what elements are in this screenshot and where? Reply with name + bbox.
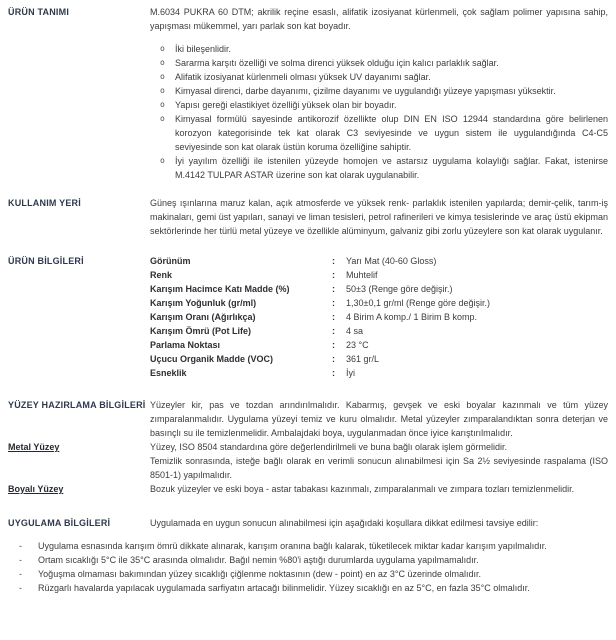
list-item bbox=[150, 42, 608, 56]
section-application-info bbox=[8, 516, 608, 595]
surface-prep-content bbox=[150, 398, 608, 440]
list-item-text: İki bileşenlidir. bbox=[175, 44, 232, 54]
table-row bbox=[150, 310, 608, 324]
section-heading-uygulama: UYGULAMA BİLGİLERİ bbox=[8, 518, 111, 528]
application-condition-list bbox=[8, 539, 608, 595]
metal-surface-content bbox=[150, 440, 608, 482]
property-name: Karışım Hacimce Katı Madde (%) bbox=[150, 284, 290, 294]
circle-bullet-icon: o bbox=[160, 58, 165, 67]
list-item-text: Kimyasal formülü sayesinde antikorozif özellikte olup DIN EN ISO 12944 standardına göre belirlenen korozyon kategorisinde tek kat olarak C3 seviyesinde ve uygun sistem ile uygulandığında C4-C5 seviyesinde son kat olarak üstün koruma özelliğine sahiptir. bbox=[175, 114, 608, 152]
property-name: Karışım Ömrü (Pot Life) bbox=[150, 326, 252, 336]
list-item-text: İyi yayılım özelliği ile istenilen yüzeyde homojen ve astarsız uygulama kolaylığı sağlar. Fakat, istenirse M.4142 TULPAR ASTAR üzerine son kat olarak uygulanabilir. bbox=[175, 156, 608, 180]
dash-bullet-icon: - bbox=[19, 569, 22, 579]
list-item bbox=[150, 98, 608, 112]
property-value: 23 °C bbox=[346, 340, 369, 350]
section-label-column bbox=[8, 5, 150, 19]
list-item bbox=[150, 56, 608, 70]
section-label-column bbox=[8, 440, 150, 454]
product-description-intro: M.6034 PUKRA 60 DTM; akrilik reçine esaslı, alifatik izosiyanat kürlenmeli, çok sağlam polimer yapısına sahip, yapışması mükemmel, yarı parlak son kat boyadır. bbox=[150, 7, 608, 31]
painted-surface-row bbox=[8, 482, 608, 496]
colon-separator: : bbox=[332, 340, 335, 350]
circle-bullet-icon: o bbox=[160, 86, 165, 95]
section-heading-kullanim-yeri: KULLANIM YERİ bbox=[8, 198, 81, 208]
dash-bullet-icon: - bbox=[19, 541, 22, 551]
property-name: Esneklik bbox=[150, 368, 187, 378]
list-item-text: Uygulama esnasında karışım ömrü dikkate alınarak, karışım oranına bağlı kalarak, tüketilecek miktar kadar karışım yapılmalıdır. bbox=[38, 541, 547, 551]
table-row bbox=[150, 338, 608, 352]
section-product-info bbox=[8, 254, 608, 380]
list-item bbox=[8, 553, 608, 567]
list-item-text: Rüzgarlı havalarda yapılacak uygulamada sarfiyatın artacağı bilinmelidir. Yüzey sıcaklığı en az 5°C, en fazla 35°C olmalıdır. bbox=[38, 583, 530, 593]
circle-bullet-icon: o bbox=[160, 156, 165, 165]
property-value: 361 gr/L bbox=[346, 354, 380, 364]
list-item-text: Sararma karşıtı özelliği ve solma direnci yüksek olduğu için kalıcı parlaklık sağlar. bbox=[175, 58, 499, 68]
product-feature-list bbox=[150, 42, 608, 182]
list-item bbox=[8, 539, 608, 553]
list-item bbox=[8, 567, 608, 581]
list-item-text: Yoğuşma olmaması bakımından yüzey sıcaklığı çiğlenme noktasının (dew - point) en az 3°C üzerinde olmalıdır. bbox=[38, 569, 481, 579]
section-heading-urun-tanimi: ÜRÜN TANIMI bbox=[8, 7, 70, 17]
section-label-column bbox=[8, 482, 150, 496]
property-name: Uçucu Organik Madde (VOC) bbox=[150, 354, 274, 364]
list-item-text: Ortam sıcaklığı 5°C ile 35°C arasında olmalıdır. Bağıl nemin %80'i aştığı durumlarda uygulama yapılmamalıdır. bbox=[38, 555, 479, 565]
list-item-text: Kimyasal direnci, darbe dayanımı, çizilme dayanımı ve uygulandığı yüzeye yapışması yüksektir. bbox=[175, 86, 556, 96]
table-row bbox=[150, 352, 608, 366]
property-value: 50±3 (Renge göre değişir.) bbox=[346, 284, 453, 294]
section-surface-preparation bbox=[8, 398, 608, 496]
list-item bbox=[150, 112, 608, 154]
circle-bullet-icon: o bbox=[160, 114, 165, 123]
dash-bullet-icon: - bbox=[19, 555, 22, 565]
table-row bbox=[150, 366, 608, 380]
painted-surface-paragraph: Bozuk yüzeyler ve eski boya - astar tabakası kazınmalı, zımparalanmalı ve zımpara tozları temizlenmelidir. bbox=[150, 484, 575, 494]
colon-separator: : bbox=[332, 270, 335, 280]
property-value: 1,30±0,1 gr/ml (Renge göre değişir.) bbox=[346, 298, 491, 308]
property-value: 4 sa bbox=[346, 326, 364, 336]
property-name: Renk bbox=[150, 270, 173, 280]
product-description-content bbox=[150, 5, 608, 182]
product-info-table bbox=[150, 254, 608, 380]
application-content bbox=[150, 516, 608, 530]
usage-area-paragraph: Güneş ışınlarına maruz kalan, açık atmosferde ve yüksek renk- parlaklık istenilen yapılarda; demir-çelik, tarım-iş makinaları, gemi üst yapıları, sanayi ve liman tesisleri, petrol rafinerileri ve kimya tesislerinde ve araç üstü ekipman sektörlerinde her türlü metal yüzeye ve özellikle alüminyum, galvaniz gibi zorlu yüzeylere son kat olarak uygulanır. bbox=[150, 198, 608, 236]
list-item bbox=[150, 154, 608, 182]
colon-separator: : bbox=[332, 326, 335, 336]
metal-surface-paragraph-2: Temizlik sonrasında, isteğe bağlı olarak en verimli sonucun alınabilmesi için Sa 2½ seviyesinde raspalama (ISO 8501-1) yapılmalıdır. bbox=[150, 456, 608, 480]
colon-separator: : bbox=[332, 284, 335, 294]
section-usage-area bbox=[8, 196, 608, 238]
surface-prep-intro: Yüzeyler kir, pas ve tozdan arındırılmalıdır. Kabarmış, gevşek ve eski boyalar kazınmalı ve tüm yüzey zımparalanmalıdır. Uygulama yüzeyi temiz ve kuru olmalıdır. Metal yüzeyler zımparalandıktan sonra deterjan ve basınçlı su ile temizlenmelidir. Ambalajdaki boya, uygulanmadan önce iyice karıştırılmalıdır. bbox=[150, 400, 608, 438]
metal-surface-paragraph-1: Yüzey, ISO 8504 standardına göre değerlendirilmeli ve buna bağlı olarak işlem görmelidir. bbox=[150, 442, 508, 452]
section-heading-yuzey-hazirlama: YÜZEY HAZIRLAMA BİLGİLERİ bbox=[8, 400, 146, 410]
property-value: 4 Birim A komp./ 1 Birim B komp. bbox=[346, 312, 478, 322]
section-label-column bbox=[8, 196, 150, 210]
property-value: İyi bbox=[346, 368, 355, 378]
sub-heading-boyali-yuzey: Boyalı Yüzey bbox=[8, 484, 64, 494]
section-label-column bbox=[8, 254, 150, 268]
list-item bbox=[150, 84, 608, 98]
table-row bbox=[150, 254, 608, 268]
property-name: Parlama Noktası bbox=[150, 340, 221, 350]
section-label-column bbox=[8, 516, 150, 530]
list-item bbox=[8, 581, 608, 595]
property-name: Görünüm bbox=[150, 256, 191, 266]
circle-bullet-icon: o bbox=[160, 100, 165, 109]
list-item-text: Alifatik izosiyanat kürlenmeli olması yüksek UV dayanımı sağlar. bbox=[175, 72, 431, 82]
table-row bbox=[150, 268, 608, 282]
table-row bbox=[150, 324, 608, 338]
table-row bbox=[150, 282, 608, 296]
painted-surface-content bbox=[150, 482, 608, 496]
application-intro-row bbox=[8, 516, 608, 530]
circle-bullet-icon: o bbox=[160, 72, 165, 81]
section-label-column bbox=[8, 398, 150, 412]
colon-separator: : bbox=[332, 312, 335, 322]
circle-bullet-icon: o bbox=[160, 44, 165, 53]
colon-separator: : bbox=[332, 368, 335, 378]
property-value: Muhtelif bbox=[346, 270, 378, 280]
sub-heading-metal-yuzey: Metal Yüzey bbox=[8, 442, 60, 452]
list-item-text: Yapısı gereği elastikiyet özelliği yüksek olan bir boyadır. bbox=[175, 100, 397, 110]
property-name: Karışım Yoğunluk (gr/ml) bbox=[150, 298, 257, 308]
colon-separator: : bbox=[332, 256, 335, 266]
property-name: Karışım Oranı (Ağırlıkça) bbox=[150, 312, 256, 322]
dash-bullet-icon: - bbox=[19, 583, 22, 593]
surface-prep-intro-row bbox=[8, 398, 608, 440]
table-row bbox=[150, 296, 608, 310]
colon-separator: : bbox=[332, 298, 335, 308]
application-intro: Uygulamada en uygun sonucun alınabilmesi için aşağıdaki koşullara dikkat edilmesi tavsiye edilir: bbox=[150, 518, 539, 528]
property-value: Yarı Mat (40-60 Gloss) bbox=[346, 256, 437, 266]
section-product-description bbox=[8, 5, 608, 182]
usage-area-content bbox=[150, 196, 608, 238]
section-heading-urun-bilgileri: ÜRÜN BİLGİLERİ bbox=[8, 256, 84, 266]
list-item bbox=[150, 70, 608, 84]
metal-surface-row bbox=[8, 440, 608, 482]
colon-separator: : bbox=[332, 354, 335, 364]
